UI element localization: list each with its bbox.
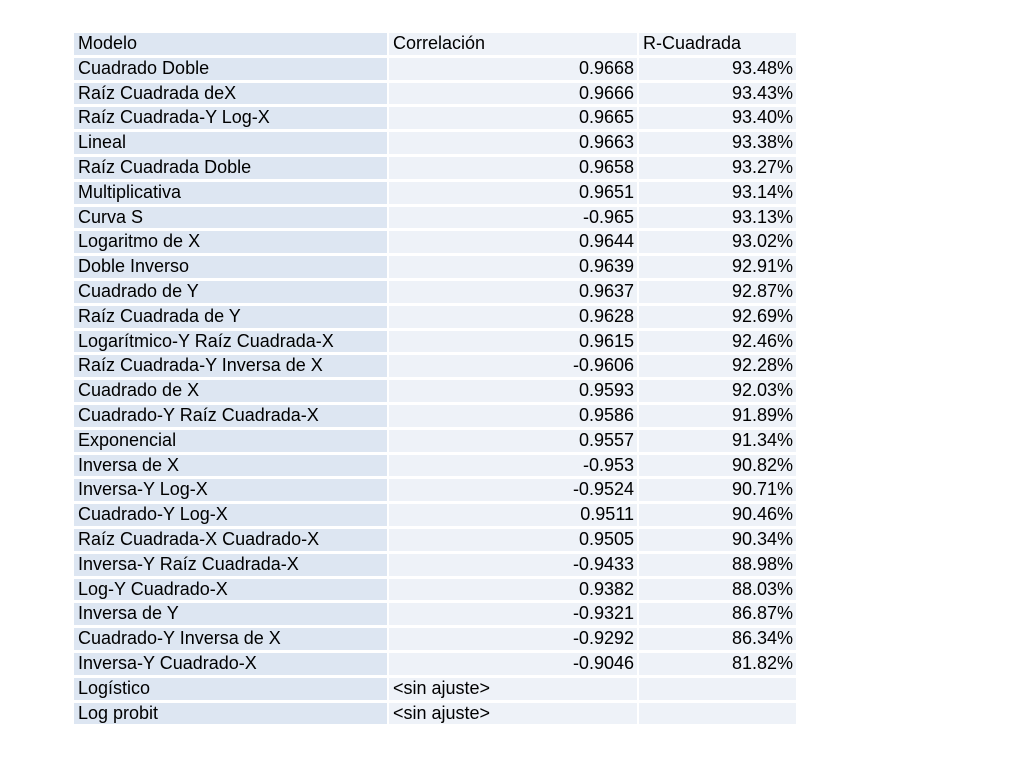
r-squared-cell [637, 678, 796, 700]
r-squared-cell: 91.34% [637, 430, 796, 452]
model-name-cell: Logarítmico-Y Raíz Cuadrada-X [74, 331, 387, 353]
model-name-cell: Raíz Cuadrada-Y Log-X [74, 107, 387, 129]
model-name-cell: Inversa de X [74, 455, 387, 477]
model-name-cell: Log probit [74, 703, 387, 725]
correlation-cell: 0.9382 [387, 579, 637, 601]
table-row [74, 504, 796, 526]
model-name-cell: Lineal [74, 132, 387, 154]
r-squared-cell: 92.46% [637, 331, 796, 353]
correlation-cell: 0.9663 [387, 132, 637, 154]
correlation-cell: -0.9046 [387, 653, 637, 675]
model-name-cell: Inversa-Y Raíz Cuadrada-X [74, 554, 387, 576]
table-row [74, 355, 796, 377]
r-squared-cell: 91.89% [637, 405, 796, 427]
correlation-cell: 0.9658 [387, 157, 637, 179]
table-row [74, 579, 796, 601]
model-name-cell: Cuadrado-Y Inversa de X [74, 628, 387, 650]
r-squared-cell: 92.87% [637, 281, 796, 303]
model-name-cell: Raíz Cuadrada-X Cuadrado-X [74, 529, 387, 551]
model-name-cell: Cuadrado de X [74, 380, 387, 402]
table-header-row [74, 33, 796, 55]
table-row [74, 182, 796, 204]
r-squared-cell: 88.98% [637, 554, 796, 576]
correlation-cell: -0.9292 [387, 628, 637, 650]
table-row [74, 430, 796, 452]
correlation-cell: -0.9606 [387, 355, 637, 377]
correlation-cell: <sin ajuste> [387, 678, 637, 700]
correlation-cell: 0.9628 [387, 306, 637, 328]
r-squared-cell: 93.27% [637, 157, 796, 179]
model-name-cell: Cuadrado-Y Log-X [74, 504, 387, 526]
r-squared-cell: 90.46% [637, 504, 796, 526]
r-squared-cell: 92.91% [637, 256, 796, 278]
correlation-cell: -0.965 [387, 207, 637, 229]
correlation-cell: <sin ajuste> [387, 703, 637, 725]
table-row [74, 653, 796, 675]
r-squared-cell: 88.03% [637, 579, 796, 601]
correlation-cell: 0.9593 [387, 380, 637, 402]
model-name-cell: Inversa-Y Cuadrado-X [74, 653, 387, 675]
correlation-cell: -0.9433 [387, 554, 637, 576]
table-row [74, 231, 796, 253]
r-squared-cell: 90.71% [637, 479, 796, 501]
correlation-cell: 0.9665 [387, 107, 637, 129]
table-row [74, 132, 796, 154]
correlation-cell: 0.9637 [387, 281, 637, 303]
table-row [74, 157, 796, 179]
correlation-cell: 0.9511 [387, 504, 637, 526]
table-row [74, 331, 796, 353]
table-row [74, 455, 796, 477]
table-row [74, 678, 796, 700]
correlation-cell: -0.9321 [387, 603, 637, 625]
table-row [74, 281, 796, 303]
correlation-cell: 0.9644 [387, 231, 637, 253]
table-row [74, 703, 796, 725]
model-name-cell: Raíz Cuadrada de Y [74, 306, 387, 328]
r-squared-cell: 93.14% [637, 182, 796, 204]
r-squared-cell: 90.34% [637, 529, 796, 551]
model-name-cell: Exponencial [74, 430, 387, 452]
model-name-cell: Inversa-Y Log-X [74, 479, 387, 501]
correlation-cell: 0.9557 [387, 430, 637, 452]
table-row [74, 554, 796, 576]
header-model: Modelo [74, 33, 387, 55]
correlation-cell: 0.9668 [387, 58, 637, 80]
r-squared-cell [637, 703, 796, 725]
table-row [74, 83, 796, 105]
model-name-cell: Log-Y Cuadrado-X [74, 579, 387, 601]
table-row [74, 107, 796, 129]
model-name-cell: Raíz Cuadrada Doble [74, 157, 387, 179]
table-row [74, 603, 796, 625]
r-squared-cell: 93.43% [637, 83, 796, 105]
model-name-cell: Logístico [74, 678, 387, 700]
header-r-squared: R-Cuadrada [637, 33, 796, 55]
table-row [74, 256, 796, 278]
table-row [74, 628, 796, 650]
r-squared-cell: 93.40% [637, 107, 796, 129]
r-squared-cell: 93.38% [637, 132, 796, 154]
r-squared-cell: 93.13% [637, 207, 796, 229]
model-name-cell: Logaritmo de X [74, 231, 387, 253]
model-name-cell: Cuadrado Doble [74, 58, 387, 80]
table-row [74, 479, 796, 501]
model-name-cell: Cuadrado-Y Raíz Cuadrada-X [74, 405, 387, 427]
table-row [74, 58, 796, 80]
correlation-cell: 0.9615 [387, 331, 637, 353]
table-row [74, 306, 796, 328]
correlation-cell: 0.9586 [387, 405, 637, 427]
table-row [74, 207, 796, 229]
table-row [74, 405, 796, 427]
r-squared-cell: 93.02% [637, 231, 796, 253]
model-name-cell: Inversa de Y [74, 603, 387, 625]
r-squared-cell: 90.82% [637, 455, 796, 477]
model-name-cell: Cuadrado de Y [74, 281, 387, 303]
correlation-cell: 0.9639 [387, 256, 637, 278]
r-squared-cell: 93.48% [637, 58, 796, 80]
models-table [74, 30, 796, 727]
correlation-cell: 0.9651 [387, 182, 637, 204]
model-name-cell: Raíz Cuadrada-Y Inversa de X [74, 355, 387, 377]
table-row [74, 529, 796, 551]
model-name-cell: Raíz Cuadrada deX [74, 83, 387, 105]
r-squared-cell: 92.69% [637, 306, 796, 328]
correlation-cell: -0.953 [387, 455, 637, 477]
model-name-cell: Curva S [74, 207, 387, 229]
table-row [74, 380, 796, 402]
correlation-cell: -0.9524 [387, 479, 637, 501]
header-correlation: Correlación [387, 33, 637, 55]
r-squared-cell: 86.34% [637, 628, 796, 650]
model-name-cell: Multiplicativa [74, 182, 387, 204]
r-squared-cell: 92.28% [637, 355, 796, 377]
table-body [74, 58, 796, 725]
r-squared-cell: 81.82% [637, 653, 796, 675]
correlation-cell: 0.9505 [387, 529, 637, 551]
r-squared-cell: 92.03% [637, 380, 796, 402]
r-squared-cell: 86.87% [637, 603, 796, 625]
model-name-cell: Doble Inverso [74, 256, 387, 278]
correlation-cell: 0.9666 [387, 83, 637, 105]
